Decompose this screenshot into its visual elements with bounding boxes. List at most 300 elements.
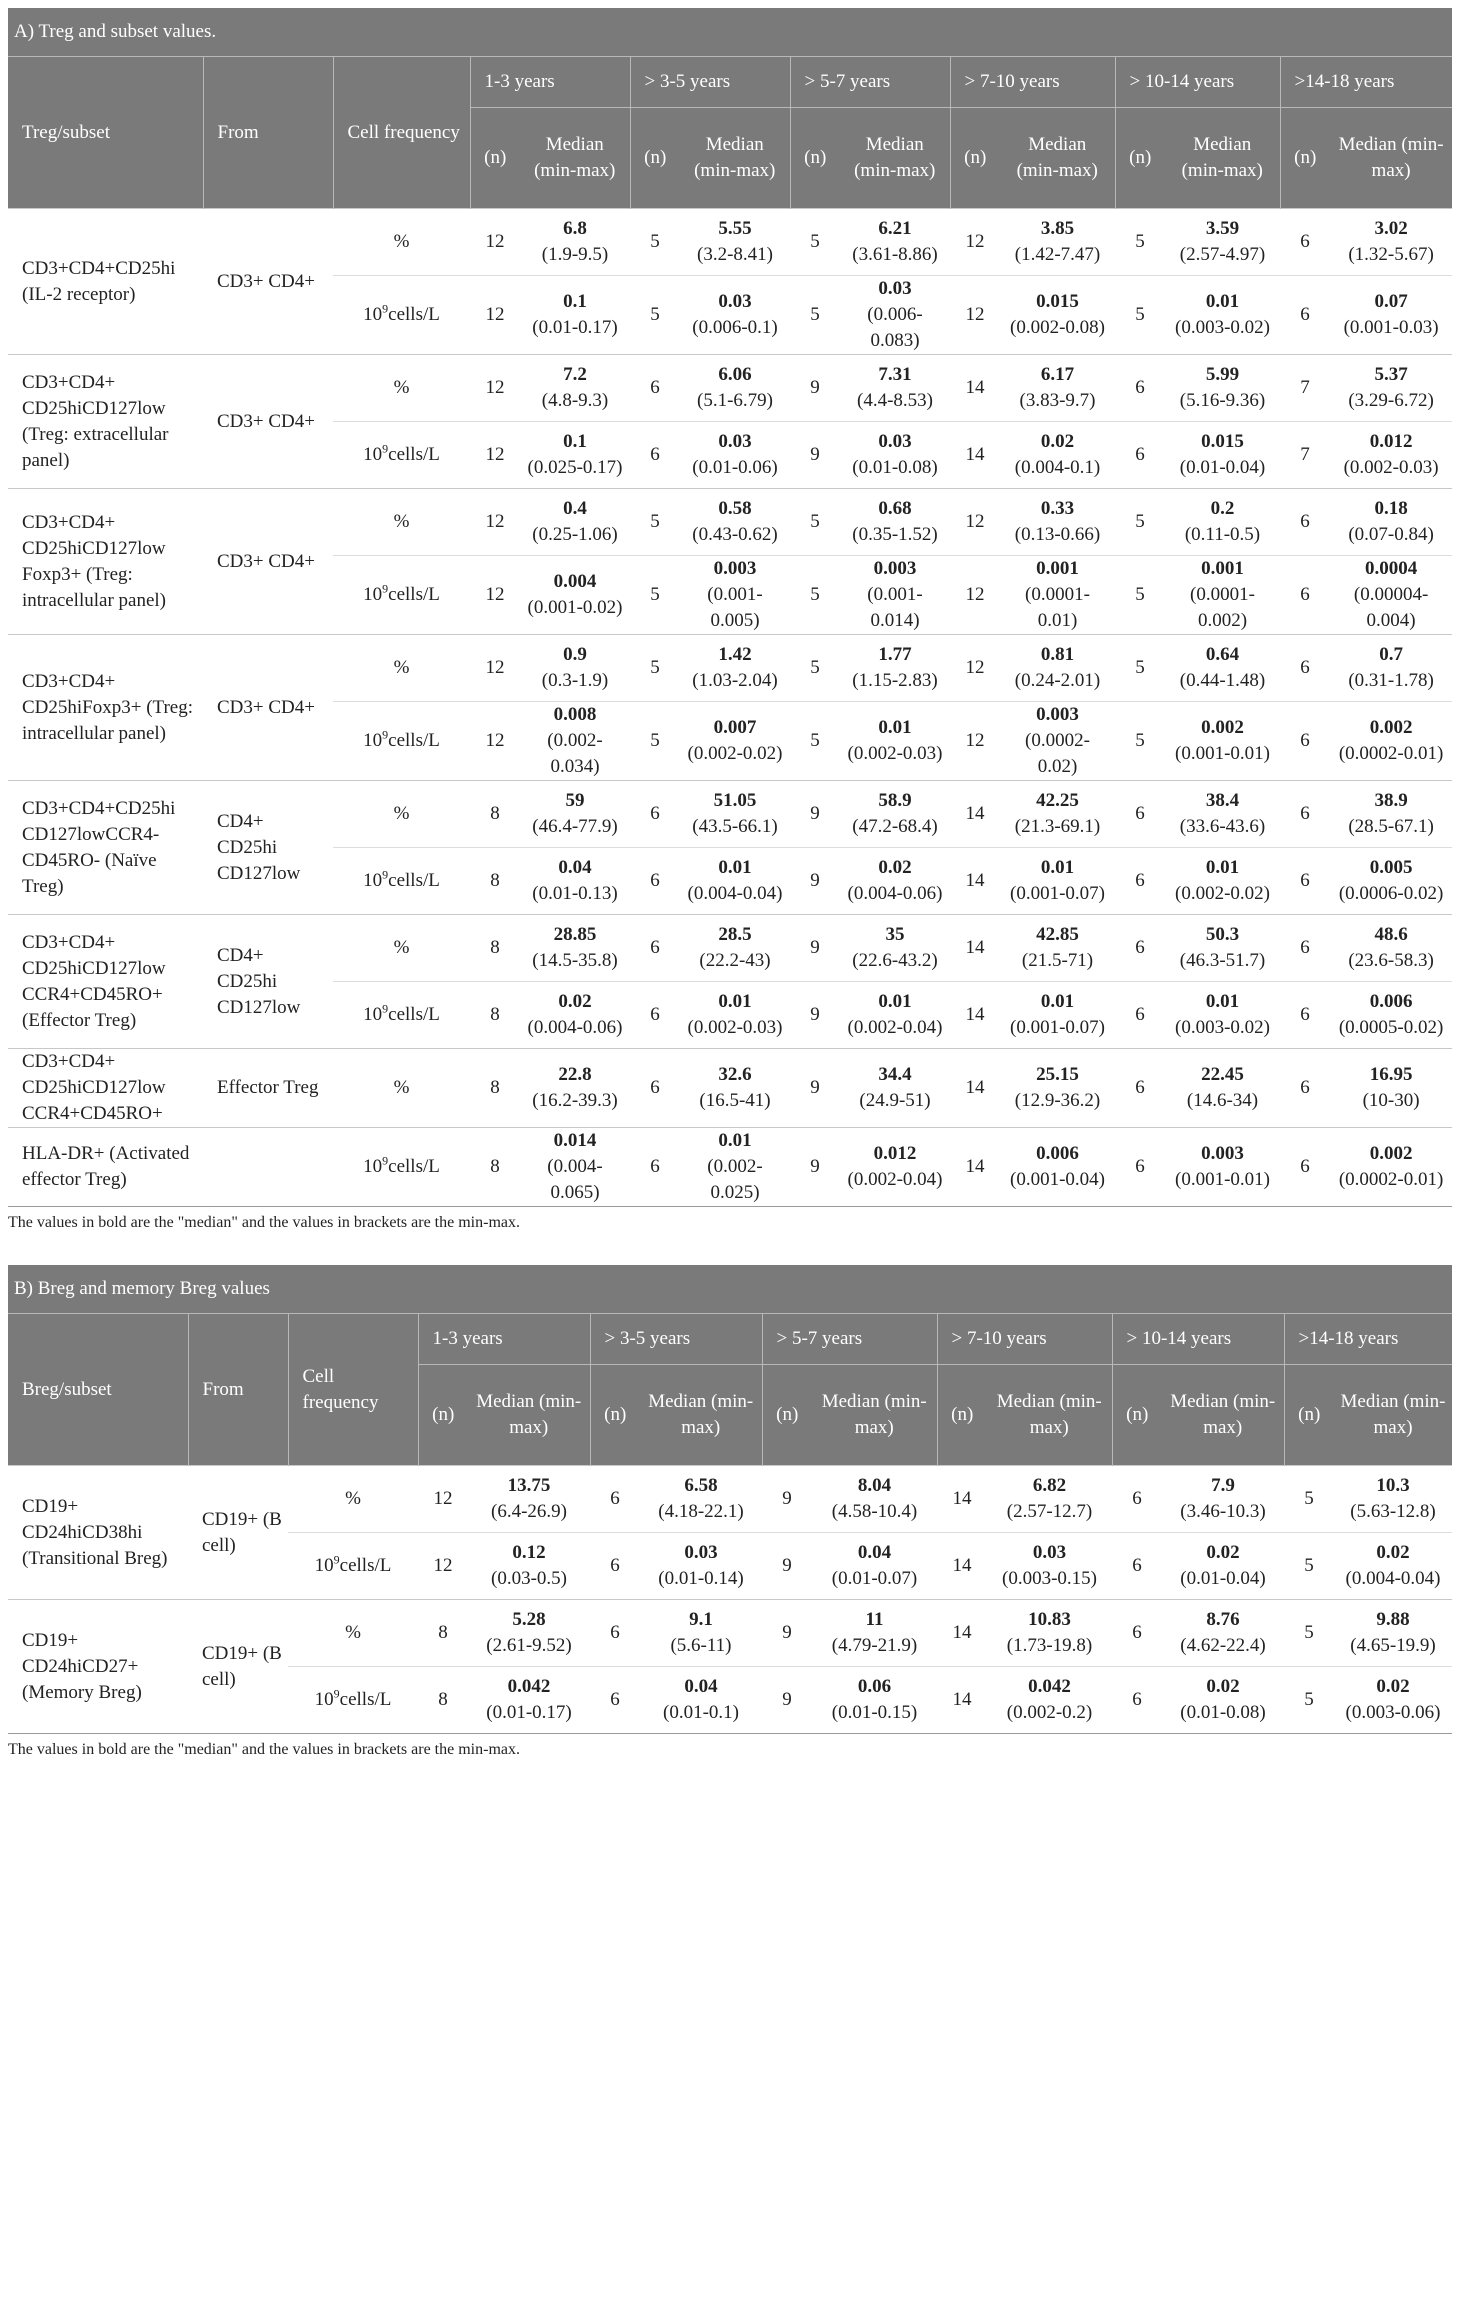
median-range-cell	[1000, 635, 1115, 702]
min-max-range: (0.25-1.06)	[532, 524, 618, 545]
median-value: 0.9	[563, 644, 587, 665]
min-max-range: (0.001-0.02)	[527, 597, 623, 618]
min-max-range: (3.46-10.3)	[1180, 1501, 1266, 1522]
min-max-range: (0.004-0.04)	[1345, 1568, 1441, 1589]
sample-count: 12	[470, 635, 520, 702]
min-max-range: (0.002-0.02)	[1175, 883, 1270, 904]
median-range-cell	[1162, 1466, 1284, 1533]
median-value: 5.28	[512, 1609, 546, 1630]
sample-count: 6	[590, 1667, 640, 1734]
median-value: 6.21	[878, 218, 912, 239]
median-value: 0.03	[1032, 1542, 1067, 1563]
unit-base: 10	[363, 870, 383, 891]
sample-count: 9	[762, 1466, 812, 1533]
sample-count: 14	[950, 1049, 1000, 1128]
median-value: 13.75	[507, 1475, 551, 1496]
min-max-range: (14.5-35.8)	[532, 950, 618, 971]
median-range-cell	[1000, 556, 1115, 635]
sample-count: 9	[762, 1667, 812, 1734]
min-max-range: (0.01-0.1)	[663, 1702, 739, 1723]
sample-count: 6	[1280, 702, 1330, 781]
min-max-range: (47.2-68.4)	[852, 816, 938, 837]
min-max-range: (0.006-0.1)	[692, 317, 778, 338]
median-range-cell	[680, 982, 790, 1049]
median-range-cell	[1165, 635, 1280, 702]
subset-name: CD3+CD4+CD25hi CD127lowCCR4- CD45RO- (Naïve Treg)	[8, 781, 203, 915]
cell-frequency-unit	[333, 422, 470, 489]
median-range-cell	[1334, 1466, 1452, 1533]
sample-count: 5	[630, 209, 680, 276]
unit-percent: %	[393, 1077, 410, 1098]
median-value: 59	[565, 790, 585, 811]
min-max-range: (1.42-7.47)	[1014, 244, 1101, 265]
min-max-range: (0.0002-0.01)	[1338, 1169, 1444, 1190]
median-value: 16.95	[1369, 1064, 1413, 1085]
min-max-range: (4.8-9.3)	[541, 390, 609, 411]
parent-population: CD3+ CD4+	[203, 489, 333, 635]
median-range-cell	[1162, 1667, 1284, 1734]
median-value: 22.8	[558, 1064, 592, 1085]
median-range-cell	[520, 276, 630, 355]
cell-frequency-unit	[333, 781, 470, 848]
cell-frequency-column-header: Cell frequency	[333, 57, 470, 209]
median-range-cell	[468, 1533, 590, 1600]
median-value: 0.006	[1036, 1143, 1079, 1164]
treg-table	[8, 8, 1452, 1207]
table-row	[8, 209, 1452, 276]
age-group-header: > 10-14 years	[1115, 57, 1280, 108]
median-range-cell	[840, 915, 950, 982]
age-group-header: >14-18 years	[1284, 1314, 1452, 1365]
sample-count: 9	[790, 1128, 840, 1207]
min-max-range: (2.61-9.52)	[486, 1635, 572, 1656]
median-range-cell	[840, 355, 950, 422]
sample-count: 14	[950, 355, 1000, 422]
median-range-cell	[1165, 848, 1280, 915]
median-range-cell	[520, 702, 630, 781]
median-range-cell	[840, 422, 950, 489]
unit-cells: cells/L	[388, 1156, 440, 1177]
min-max-range: (0.004-0.06)	[847, 883, 943, 904]
parent-population: CD3+ CD4+	[203, 209, 333, 355]
sample-count: 6	[1280, 556, 1330, 635]
sample-count: 5	[1284, 1466, 1334, 1533]
unit-exponent: 9	[382, 581, 389, 596]
median-range-cell	[1334, 1600, 1452, 1667]
min-max-range: (0.43-0.62)	[692, 524, 778, 545]
min-max-range: (0.004-0.065)	[547, 1156, 603, 1203]
median-range-cell	[1330, 276, 1452, 355]
cell-frequency-unit	[333, 276, 470, 355]
min-max-range: (4.58-10.4)	[831, 1501, 918, 1522]
sample-count: 12	[470, 355, 520, 422]
median-range-cell	[1000, 209, 1115, 276]
median-value: 0.07	[1374, 291, 1408, 312]
median-value: 0.0004	[1364, 558, 1418, 579]
min-max-range: (5.63-12.8)	[1350, 1501, 1436, 1522]
median-subheader: Median (min-max)	[1000, 108, 1115, 209]
median-value: 6.58	[684, 1475, 718, 1496]
min-max-range: (0.0001-0.002)	[1190, 584, 1255, 631]
median-range-cell	[680, 781, 790, 848]
median-subheader: Median (min-max)	[1330, 108, 1452, 209]
unit-cells: cells/L	[388, 730, 440, 751]
median-value: 42.25	[1036, 790, 1079, 811]
min-max-range: (0.003-0.02)	[1175, 1017, 1270, 1038]
min-max-range: (16.2-39.3)	[532, 1090, 618, 1111]
min-max-range: (0.001-0.01)	[1175, 1169, 1270, 1190]
median-value: 50.3	[1205, 924, 1240, 945]
sample-count: 6	[1280, 209, 1330, 276]
median-range-cell	[468, 1667, 590, 1734]
median-value: 3.59	[1205, 218, 1240, 239]
min-max-range: (0.24-2.01)	[1014, 670, 1101, 691]
median-value: 9.88	[1376, 1609, 1410, 1630]
cell-frequency-unit	[288, 1466, 418, 1533]
median-value: 0.02	[878, 857, 912, 878]
sample-count: 5	[1284, 1600, 1334, 1667]
median-range-cell	[520, 422, 630, 489]
document-page	[8, 8, 1452, 1762]
min-max-range: (46.3-51.7)	[1179, 950, 1266, 971]
median-value: 0.68	[878, 498, 912, 519]
median-value: 5.55	[718, 218, 752, 239]
median-range-cell	[680, 1128, 790, 1207]
median-range-cell	[1165, 781, 1280, 848]
sample-count: 7	[1280, 355, 1330, 422]
min-max-range: (1.73-19.8)	[1006, 1635, 1093, 1656]
sample-count: 14	[950, 422, 1000, 489]
median-range-cell	[1000, 1128, 1115, 1207]
min-max-range: (0.001-0.03)	[1343, 317, 1439, 338]
median-range-cell	[520, 355, 630, 422]
median-range-cell	[1165, 489, 1280, 556]
min-max-range: (0.002-0.025)	[707, 1156, 763, 1203]
min-max-range: (1.9-9.5)	[541, 244, 609, 265]
min-max-range: (0.01-0.04)	[1179, 457, 1266, 478]
median-value: 1.42	[718, 644, 752, 665]
sample-count: 6	[1280, 1049, 1330, 1128]
breg-table	[8, 1265, 1452, 1734]
median-range-cell	[1165, 702, 1280, 781]
cell-frequency-unit	[288, 1667, 418, 1734]
min-max-range: (0.0006-0.02)	[1338, 883, 1444, 904]
table-row	[8, 1466, 1452, 1533]
median-range-cell	[1165, 422, 1280, 489]
parent-population: CD19+ (B cell)	[188, 1466, 288, 1600]
median-range-cell	[680, 915, 790, 982]
n-subheader: (n)	[590, 1365, 640, 1466]
median-value: 6.82	[1032, 1475, 1067, 1496]
min-max-range: (1.32-5.67)	[1348, 244, 1434, 265]
median-range-cell	[640, 1466, 762, 1533]
median-value: 3.02	[1374, 218, 1408, 239]
median-range-cell	[1330, 635, 1452, 702]
median-value: 0.2	[1210, 498, 1235, 519]
sample-count: 5	[1284, 1533, 1334, 1600]
median-value: 7.2	[563, 364, 587, 385]
median-value: 0.001	[1201, 558, 1244, 579]
median-value: 0.01	[878, 717, 912, 738]
median-value: 7.31	[878, 364, 912, 385]
median-value: 0.005	[1369, 857, 1413, 878]
n-subheader: (n)	[1284, 1365, 1334, 1466]
median-range-cell	[840, 982, 950, 1049]
median-range-cell	[1330, 209, 1452, 276]
parent-population	[203, 1128, 333, 1207]
min-max-range: (0.11-0.5)	[1184, 524, 1261, 545]
sample-count: 5	[630, 556, 680, 635]
sample-count: 8	[418, 1600, 468, 1667]
min-max-range: (0.002-0.04)	[847, 1017, 943, 1038]
median-range-cell	[1000, 781, 1115, 848]
age-group-header: 1-3 years	[418, 1314, 590, 1365]
median-range-cell	[1000, 276, 1115, 355]
min-max-range: (16.5-41)	[699, 1090, 771, 1111]
table-row	[8, 355, 1452, 422]
age-group-header: 1-3 years	[470, 57, 630, 108]
median-value: 0.042	[507, 1676, 551, 1697]
cell-frequency-unit	[333, 982, 470, 1049]
min-max-range: (0.13-0.66)	[1014, 524, 1101, 545]
subset-name: CD3+CD4+ CD25hiCD127low CCR4+CD45RO+ (Effector Treg)	[8, 915, 203, 1049]
median-value: 0.12	[512, 1542, 546, 1563]
min-max-range: (3.61-8.86)	[852, 244, 938, 265]
subset-name: CD19+ CD24hiCD38hi (Transitional Breg)	[8, 1466, 188, 1600]
sample-count: 14	[950, 781, 1000, 848]
unit-base: 10	[363, 1156, 383, 1177]
min-max-range: (0.01-0.07)	[831, 1568, 918, 1589]
breg-table-footnote: The values in bold are the "median" and the values in brackets are the min-max.	[8, 1741, 520, 1758]
unit-exponent: 9	[382, 301, 389, 316]
sample-count: 6	[1115, 781, 1165, 848]
median-range-cell	[840, 848, 950, 915]
min-max-range: (23.6-58.3)	[1348, 950, 1434, 971]
median-range-cell	[1330, 915, 1452, 982]
cell-frequency-unit	[333, 635, 470, 702]
sample-count: 6	[630, 1128, 680, 1207]
unit-base: 10	[363, 444, 383, 465]
min-max-range: (5.1-6.79)	[697, 390, 773, 411]
min-max-range: (24.9-51)	[859, 1090, 931, 1111]
median-range-cell	[840, 556, 950, 635]
median-value: 0.01	[718, 991, 752, 1012]
min-max-range: (0.002-0.03)	[687, 1017, 783, 1038]
min-max-range: (4.18-22.1)	[658, 1501, 744, 1522]
median-range-cell	[1330, 1128, 1452, 1207]
from-column-header: From	[188, 1314, 288, 1466]
median-range-cell	[680, 489, 790, 556]
median-range-cell	[812, 1533, 937, 1600]
median-range-cell	[680, 848, 790, 915]
cell-frequency-unit	[333, 355, 470, 422]
sample-count: 14	[937, 1466, 987, 1533]
min-max-range: (0.003-0.15)	[1002, 1568, 1097, 1589]
median-value: 0.04	[558, 857, 592, 878]
unit-base: 10	[363, 1004, 383, 1025]
median-value: 0.02	[1376, 1542, 1410, 1563]
sample-count: 14	[950, 982, 1000, 1049]
median-value: 0.015	[1036, 291, 1079, 312]
median-value: 22.45	[1201, 1064, 1244, 1085]
n-subheader: (n)	[790, 108, 840, 209]
unit-base: 10	[314, 1689, 334, 1710]
median-range-cell	[1165, 915, 1280, 982]
unit-base: 10	[363, 730, 383, 751]
min-max-range: (14.6-34)	[1186, 1090, 1259, 1111]
median-range-cell	[987, 1466, 1112, 1533]
median-value: 32.6	[718, 1064, 752, 1085]
table-row	[8, 781, 1452, 848]
parent-population: Effector Treg	[203, 1049, 333, 1128]
sample-count: 12	[950, 489, 1000, 556]
min-max-range: (0.0001-0.01)	[1025, 584, 1090, 631]
median-value: 0.003	[713, 558, 757, 579]
min-max-range: (0.001-0.07)	[1010, 883, 1105, 904]
median-subheader: Median (min-max)	[840, 108, 950, 209]
min-max-range: (0.002-0.03)	[1343, 457, 1439, 478]
median-value: 10.83	[1028, 1609, 1071, 1630]
min-max-range: (0.0002-0.02)	[1025, 730, 1090, 777]
median-range-cell	[812, 1600, 937, 1667]
min-max-range: (4.62-22.4)	[1180, 1635, 1266, 1656]
median-value: 0.002	[1369, 717, 1413, 738]
min-max-range: (0.01-0.17)	[532, 317, 618, 338]
unit-percent: %	[345, 1622, 361, 1643]
unit-cells: cells/L	[388, 584, 440, 605]
median-value: 0.33	[1040, 498, 1075, 519]
min-max-range: (6.4-26.9)	[491, 1501, 567, 1522]
median-value: 0.06	[857, 1676, 892, 1697]
min-max-range: (4.79-21.9)	[831, 1635, 918, 1656]
median-value: 0.01	[1205, 291, 1240, 312]
sample-count: 12	[470, 702, 520, 781]
median-value: 0.012	[873, 1143, 917, 1164]
median-range-cell	[1330, 422, 1452, 489]
sample-count: 9	[790, 1049, 840, 1128]
unit-cells: cells/L	[388, 870, 440, 891]
n-subheader: (n)	[1280, 108, 1330, 209]
median-value: 0.02	[558, 991, 592, 1012]
median-value: 38.4	[1205, 790, 1240, 811]
median-value: 0.003	[1036, 704, 1079, 725]
min-max-range: (0.07-0.84)	[1348, 524, 1434, 545]
sample-count: 12	[470, 556, 520, 635]
median-value: 5.99	[1205, 364, 1240, 385]
sample-count: 12	[470, 422, 520, 489]
parent-population: CD3+ CD4+	[203, 355, 333, 489]
table-row	[8, 1128, 1452, 1207]
median-value: 0.02	[1206, 1542, 1240, 1563]
sample-count: 14	[950, 915, 1000, 982]
sample-count: 8	[470, 848, 520, 915]
sample-count: 12	[418, 1466, 468, 1533]
median-range-cell	[1330, 702, 1452, 781]
table-row	[8, 1049, 1452, 1128]
median-range-cell	[640, 1600, 762, 1667]
min-max-range: (0.01-0.08)	[1180, 1702, 1266, 1723]
sample-count: 6	[1115, 982, 1165, 1049]
sample-count: 6	[590, 1533, 640, 1600]
min-max-range: (22.6-43.2)	[852, 950, 938, 971]
sample-count: 8	[470, 781, 520, 848]
sample-count: 5	[630, 276, 680, 355]
median-value: 0.58	[718, 498, 752, 519]
min-max-range: (0.01-0.06)	[692, 457, 778, 478]
cell-frequency-unit	[333, 915, 470, 982]
median-value: 0.002	[1369, 1143, 1413, 1164]
median-subheader: Median (min-max)	[468, 1365, 590, 1466]
min-max-range: (2.57-4.97)	[1179, 244, 1266, 265]
subset-column-header: Treg/subset	[8, 57, 203, 209]
n-subheader: (n)	[470, 108, 520, 209]
cell-frequency-unit	[288, 1533, 418, 1600]
age-group-header: > 3-5 years	[630, 57, 790, 108]
median-value: 0.01	[718, 857, 752, 878]
median-range-cell	[987, 1533, 1112, 1600]
min-max-range: (0.025-0.17)	[527, 457, 623, 478]
sample-count: 5	[630, 489, 680, 556]
sample-count: 6	[630, 982, 680, 1049]
median-value: 1.77	[878, 644, 912, 665]
min-max-range: (33.6-43.6)	[1179, 816, 1266, 837]
median-subheader: Median (min-max)	[1165, 108, 1280, 209]
unit-exponent: 9	[382, 1001, 389, 1016]
unit-percent: %	[393, 377, 410, 398]
median-value: 0.02	[1040, 431, 1075, 452]
unit-base: 10	[363, 304, 383, 325]
age-group-header: > 7-10 years	[937, 1314, 1112, 1365]
median-range-cell	[680, 1049, 790, 1128]
cell-frequency-unit	[333, 702, 470, 781]
sample-count: 6	[1115, 1128, 1165, 1207]
cell-frequency-unit	[333, 209, 470, 276]
median-range-cell	[520, 556, 630, 635]
median-value: 0.64	[1205, 644, 1240, 665]
median-range-cell	[987, 1600, 1112, 1667]
min-max-range: (0.002-0.02)	[687, 743, 783, 764]
min-max-range: (0.44-1.48)	[1179, 670, 1266, 691]
min-max-range: (1.03-2.04)	[692, 670, 778, 691]
median-value: 42.85	[1036, 924, 1079, 945]
median-range-cell	[1000, 1049, 1115, 1128]
subset-name: CD3+CD4+CD25hi (IL-2 receptor)	[8, 209, 203, 355]
sample-count: 5	[1115, 556, 1165, 635]
median-value: 5.37	[1374, 364, 1408, 385]
median-value: 0.7	[1379, 644, 1403, 665]
median-range-cell	[840, 1049, 950, 1128]
sample-count: 6	[1112, 1667, 1162, 1734]
sample-count: 6	[630, 1049, 680, 1128]
median-value: 0.003	[873, 558, 917, 579]
min-max-range: (22.2-43)	[699, 950, 771, 971]
sample-count: 6	[1280, 276, 1330, 355]
median-value: 0.02	[1376, 1676, 1410, 1697]
sample-count: 8	[470, 915, 520, 982]
median-range-cell	[1165, 982, 1280, 1049]
min-max-range: (0.002-0.03)	[847, 743, 943, 764]
min-max-range: (0.001-0.04)	[1010, 1169, 1105, 1190]
median-range-cell	[840, 276, 950, 355]
min-max-range: (0.00004-0.004)	[1353, 584, 1429, 631]
median-value: 8.04	[857, 1475, 892, 1496]
age-group-header: > 3-5 years	[590, 1314, 762, 1365]
sample-count: 6	[630, 422, 680, 489]
min-max-range: (0.01-0.08)	[852, 457, 938, 478]
min-max-range: (12.9-36.2)	[1014, 1090, 1101, 1111]
min-max-range: (0.3-1.9)	[541, 670, 609, 691]
median-value: 0.03	[718, 431, 752, 452]
